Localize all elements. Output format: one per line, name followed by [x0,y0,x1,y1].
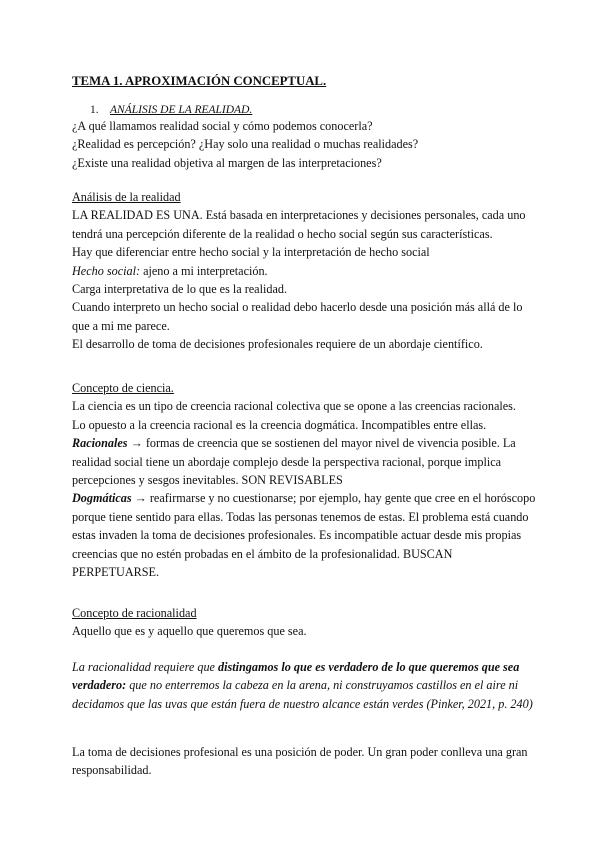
question-2: ¿Realidad es percepción? ¿Hay solo una realidad o muchas realidades? [72,137,419,152]
ciencia-paragraph-1: La ciencia es un tipo de creencia racional colectiva que se opone a las creencias racionales. [72,399,516,414]
analisis-paragraph-1: LA REALIDAD ES UNA. Está basada en interpretaciones y decisiones personales, cada uno tendrá una percepción diferente de la realidad o hecho social según sus características. [72,208,526,241]
analisis-section [72,188,542,354]
analisis-paragraph-5: El desarrollo de toma de decisiones profesionales requiere de un abordaje científico. [72,337,483,352]
final-paragraph: La toma de decisiones profesional es una posición de poder. Un gran poder conlleva una gran responsabilidad. [72,745,528,778]
racionales-text: → formas de creencia que se sostienen del mayor nivel de vivencia posible. La realidad social tiene un abordaje complejo desde la perspectiva racional, porque implica percepciones y sesgos inevitables. SON REVISABLES [72,436,516,488]
dogmaticas-paragraph [72,489,542,581]
racionales-paragraph [72,434,542,489]
ciencia-paragraph-2: Lo opuesto a la creencia racional es la creencia dogmática. Incompatibles entre ellas. [72,417,487,432]
quote-end: que no enterremos la cabeza en la arena, ni construyamos castillos en el aire ni decidamos que las uvas que están fuera de nuestro alcance están verdes (Pinker, 2021, p. 240) [72,678,533,711]
hecho-social-line [72,262,542,280]
question-3: ¿Existe una realidad objetiva al margen de las interpretaciones? [72,155,382,170]
racionalidad-section [72,604,542,641]
question-1: ¿A qué llamamos realidad social y cómo podemos conocerla? [72,119,373,133]
dogmaticas-label: Dogmáticas [72,491,132,506]
questions-block [72,117,542,172]
racionales-label: Racionales [72,436,128,451]
ciencia-heading: Concepto de ciencia. [72,381,174,395]
hecho-social-label: Hecho social: [72,263,141,278]
section-label: ANÁLISIS DE LA REALIDAD. [110,104,253,116]
quote-start: La racionalidad requiere que [72,660,219,674]
quote-bold: distingamos lo que es verdadero de lo que queremos que sea verdadero: [72,660,520,693]
list-number: 1. [90,104,99,116]
dogmaticas-text: → reafirmarse y no cuestionarse; por ejemplo, hay gente que cree en el horóscopo porque tiene sentido para ellas. Todas las personas tenemos de estas. El problema está cuando estas invaden la toma de decisiones profesionales. Es incompatible actuar desde mis propias creencias que no estén probadas en el ámbito de la profesionalidad. BUSCAN PERPETUARSE. [72,491,536,580]
analisis-paragraph-4: Cuando interpreto un hecho social o realidad debo hacerlo desde una posición más allá de lo que a mi me parece. [72,300,523,333]
ciencia-section [72,379,542,581]
analisis-paragraph-2: Hay que diferenciar entre hecho social y la interpretación de hecho social [72,245,430,260]
racionalidad-heading: Concepto de racionalidad [72,606,197,620]
hecho-social-text: ajeno a mi interpretación. [140,263,268,278]
racionalidad-paragraph-1: Aquello que es y aquello que queremos que sea. [72,624,307,639]
analisis-heading: Análisis de la realidad [72,190,181,204]
pinker-quote [72,658,542,713]
analisis-paragraph-3: Carga interpretativa de lo que es la realidad. [72,282,287,297]
document-title: TEMA 1. APROXIMACIÓN CONCEPTUAL. [72,74,327,88]
